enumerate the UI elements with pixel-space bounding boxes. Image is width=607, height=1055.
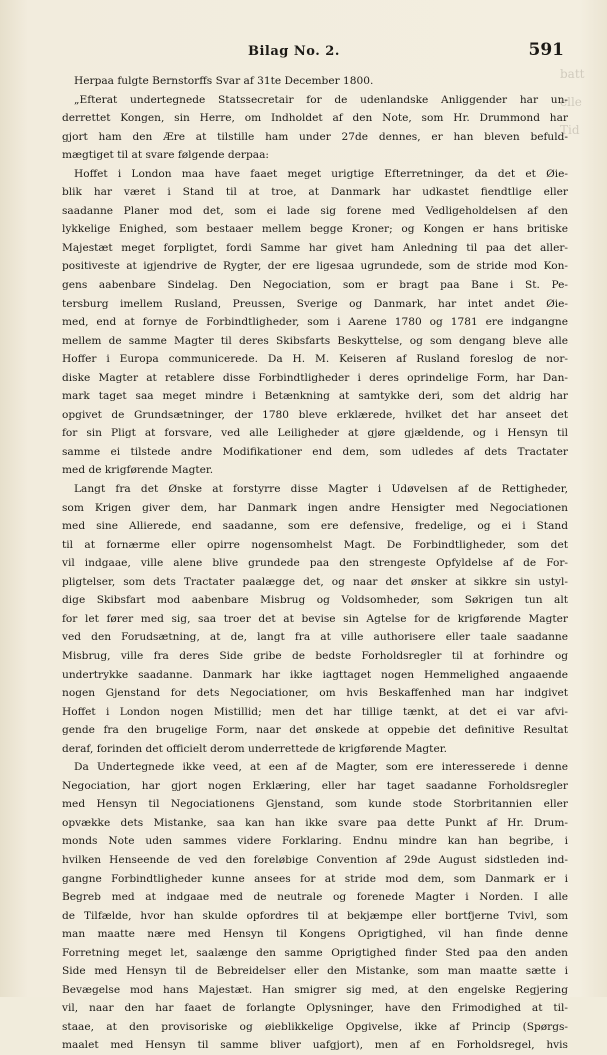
text-line: pligtelser, som dets Tractater paalægge det, og naar det ønsker at sikkre sin ustyl- [62, 575, 568, 588]
page-number: 591 [528, 40, 564, 60]
text-line: gende fra den brugelige Form, naar det ønskede at oppebie det definitive Resultat [62, 724, 568, 737]
page-header [60, 40, 564, 64]
text-line: Side med Hensyn til de Bebreidelser eller den Mistanke, som man maatte sætte i [62, 965, 568, 978]
text-line: med de krigførende Magter. [62, 464, 214, 477]
text-line: Negociation, har gjort nogen Erklæring, eller har taget saadanne Forholdsregler [62, 779, 568, 792]
text-line: deraf, forinden det officielt derom underrettede de krigførende Magter. [62, 742, 447, 755]
text-line: Forretning meget let, saalænge den samme Oprigtighed finder Sted paa den anden [62, 946, 568, 959]
text-line: Herpaa fulgte Bernstorffs Svar af 31te December 1800. [74, 75, 374, 87]
text-line: ved den Forudsætning, at de, langt fra at ville authorisere eller taale saadanne [62, 631, 568, 644]
text-line: Hoffet i London nogen Mistillid; men det har tillige tænkt, at det ei var afvi- [62, 705, 568, 718]
body-text [62, 72, 568, 1055]
text-line: til at fornærme eller opirre nogensomhelst Magt. De Forbindtligheder, som det [62, 538, 568, 551]
text-line: monds Note uden sammes videre Forklaring. Endnu mindre kan han begribe, i [62, 835, 568, 848]
text-line: dige Skibsfart mod aabenbare Misbrug og Voldsomheder, som Søkrigen tun alt [62, 594, 568, 607]
text-line: mægtiget til at svare følgende derpaa: [62, 149, 269, 162]
text-line: som Krigen giver dem, har Danmark ingen andre Hensigter med Negociationen [62, 501, 568, 514]
text-line: positiveste at igjendrive de Rygter, der ere ligesaa ugrundede, som de stride mod Kon- [62, 260, 568, 273]
text-line: de Tilfælde, hvor han skulde opfordres til at bekjæmpe eller bortfjerne Tvivl, som [62, 909, 568, 922]
text-line: gangne Forbindtligheder kunne ansees for at stride mod dem, som Danmark er i [62, 872, 568, 885]
text-line: Da Undertegnede ikke veed, at een af de Magter, som ere interesserede i denne [74, 761, 568, 774]
text-line: for sin Pligt at forsvare, ved alle Leiligheder at gjøre gjældende, og i Hensyn til [62, 427, 568, 440]
stamp-line: elle [560, 95, 582, 109]
text-line: blik har været i Stand til at troe, at Danmark har udkastet fiendtlige eller [62, 186, 568, 199]
text-line: „Efterat undertegnede Statssecretair for de udenlandske Anliggender har un- [74, 93, 568, 106]
text-line: samme ei tilstede andre Modifikationer end dem, som udledes af dets Tractater [62, 445, 568, 458]
text-line: med Hensyn til Negociationens Gjenstand, som kunde stode Storbritannien eller [62, 798, 568, 811]
text-line: med, end at fornye de Forbindtligheder, som i Aarene 1780 og 1781 ere indgangne [62, 316, 568, 329]
stamp-line: batt [560, 67, 585, 81]
text-line: derrettet Kongen, sin Herre, om Indholdet af den Note, som Hr. Drummond har [62, 112, 568, 125]
text-line: tersburg imellem Rusland, Preussen, Sverige og Danmark, har intet andet Øie- [62, 297, 568, 310]
text-line: opgivet de Grundsætninger, der 1780 bleve erklærede, hvilket det har anseet det [62, 408, 568, 421]
text-line: mellem de samme Magter til deres Skibsfarts Beskyttelse, og som dengang bleve alle [62, 334, 568, 347]
text-line: lykkelige Enighed, som bestaaer mellem begge Kroner; og Kongen er hans britiske [62, 223, 568, 236]
text-line: Bevægelse mod hans Majestæt. Han smigrer sig med, at den engelske Regjering [62, 983, 568, 996]
text-line: for let fører med sig, saa troer det at bevise sin Agtelse for de krigførende Magter [62, 612, 568, 625]
text-line: opvække dets Mistanke, saa kan han ikke svare paa dette Punkt af Hr. Drum- [62, 816, 568, 829]
text-line: gjort ham den Ære at tilstille ham under 27de dennes, er han bleven befuld- [62, 130, 568, 143]
text-line: gens aabenbare Sindelag. Den Negociation, som er bragt paa Bane i St. Pe- [62, 279, 568, 292]
text-line: nogen Gjenstand for dets Negociationer, om hvis Beskaffenhed man har indgivet [62, 687, 568, 700]
text-line: vil, naar den har faaet de forlangte Oplysninger, have den Frimodighed at til- [62, 1002, 568, 1015]
text-line: hvilken Henseende de ved den foreløbige Convention af 29de August sidstleden ind- [62, 853, 568, 866]
running-head: Bilag No. 2. [248, 44, 340, 59]
text-line: med sine Allierede, end saadanne, som ere defensive, fredelige, og ei i Stand [62, 520, 568, 533]
text-line: mark taget saa meget mindre i Betænkning at samtykke deri, som det aldrig har [62, 390, 568, 403]
text-line: diske Magter at retablere disse Forbindtligheder i deres oprindelige Form, har Dan- [62, 371, 568, 384]
text-line: staae, at den provisoriske og øieblikkelige Opgivelse, ikke af Princip (Spørgs- [62, 1020, 568, 1033]
text-line: Misbrug, ville fra deres Side gribe de bedste Forholdsregler til at forhindre og [62, 649, 568, 662]
text-line: saadanne Planer mod det, som ei lade sig forene med Vedligeholdelsen af den [62, 204, 568, 217]
text-line: Begreb med at indgaae med de neutrale og forenede Magter i Norden. I alle [62, 891, 568, 904]
text-line: undertrykke saadanne. Danmark har ikke iagttaget nogen Hemmelighed angaaende [62, 668, 568, 681]
text-line: vil indgaae, ville alene blive grundede paa den strengeste Opfyldelse af de For- [62, 557, 568, 570]
text-line: Majestæt meget forpligtet, fordi Samme har givet ham Anledning til paa det aller- [62, 241, 568, 254]
text-line: man maatte nære med Hensyn til Kongens Oprigtighed, vil han finde denne [62, 928, 568, 941]
text-line: Langt fra det Ønske at forstyrre disse Magter i Udøvelsen af de Rettigheder, [74, 483, 568, 496]
text-line: Hoffer i Europa communicerede. Da H. M. Keiseren af Rusland foreslog de nor- [62, 353, 568, 366]
stamp-line: Tid [560, 123, 580, 137]
text-line: maalet med Hensyn til samme bliver uafgjort), men af en Forholdsregel, hvis [62, 1039, 568, 1052]
text-line: Hoffet i London maa have faaet meget urigtige Efterretninger, da det et Øie- [74, 167, 568, 180]
